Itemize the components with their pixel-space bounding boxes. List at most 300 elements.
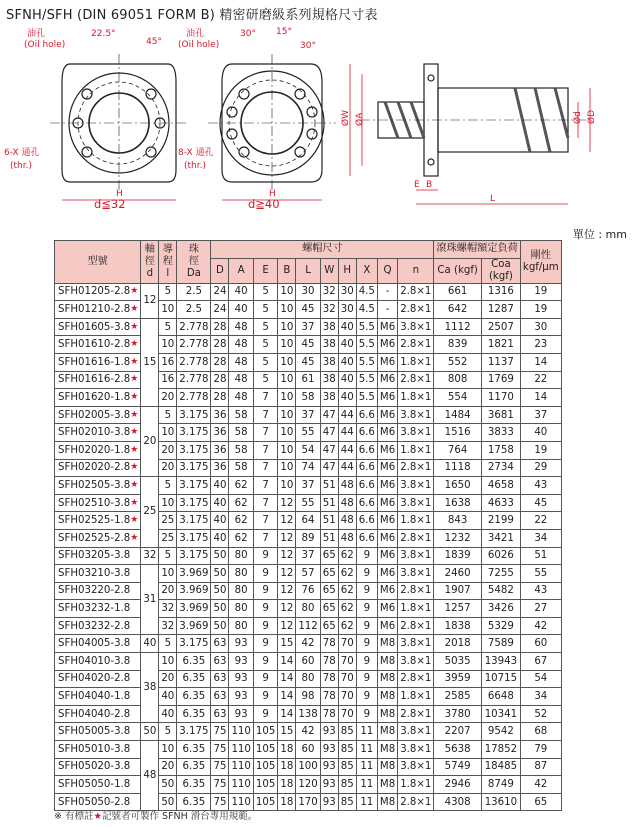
lead-cell: 5 [159, 547, 177, 565]
E-cell: 9 [253, 617, 277, 635]
header-col-B: B [278, 258, 296, 283]
W-cell: 93 [320, 741, 338, 759]
header-col-X: X [356, 258, 377, 283]
table-row [55, 301, 562, 319]
L-cell: 64 [296, 512, 320, 530]
da-cell: 2.778 [177, 353, 211, 371]
Q-cell: M6 [377, 565, 397, 583]
model-cell: SFH01210-2.8★ [55, 301, 141, 319]
D-cell: 75 [211, 741, 229, 759]
table-row [55, 635, 562, 653]
E-cell: 9 [253, 705, 277, 723]
W-cell: 65 [320, 600, 338, 618]
A-cell: 58 [229, 441, 253, 459]
H-cell: 44 [338, 441, 356, 459]
W-cell: 93 [320, 723, 338, 741]
D-cell: 75 [211, 758, 229, 776]
da-cell: 6.35 [177, 758, 211, 776]
table-row [55, 424, 562, 442]
ca-cell: 839 [434, 336, 481, 354]
da-cell: 3.969 [177, 617, 211, 635]
n-cell: 1.8×1 [398, 688, 434, 706]
D-cell: 63 [211, 653, 229, 671]
Q-cell: M6 [377, 512, 397, 530]
E-cell: 7 [253, 389, 277, 407]
W-cell: 65 [320, 547, 338, 565]
X-cell: 11 [356, 758, 377, 776]
ca-cell: 1838 [434, 617, 481, 635]
n-cell: 3.8×1 [398, 406, 434, 424]
lead-cell: 10 [159, 741, 177, 759]
E-cell: 7 [253, 459, 277, 477]
lead-cell: 5 [159, 635, 177, 653]
table-row [55, 600, 562, 618]
rig-cell: 67 [520, 653, 561, 671]
table-row [55, 741, 562, 759]
Q-cell: M6 [377, 336, 397, 354]
Q-cell: M8 [377, 723, 397, 741]
n-cell: 2.8×1 [398, 529, 434, 547]
D-cell: 36 [211, 406, 229, 424]
Q-cell: - [377, 283, 397, 301]
W-cell: 51 [320, 529, 338, 547]
table-row [55, 582, 562, 600]
B-cell: 14 [278, 705, 296, 723]
D-cell: 28 [211, 353, 229, 371]
B-cell: 15 [278, 635, 296, 653]
H-cell: 40 [338, 371, 356, 389]
A-cell: 110 [229, 723, 253, 741]
W-cell: 78 [320, 653, 338, 671]
model-cell: SFH05010-3.8 [55, 741, 141, 759]
X-cell: 9 [356, 582, 377, 600]
B-cell: 14 [278, 670, 296, 688]
l-dimension: L [490, 194, 496, 204]
n-cell: 3.8×1 [398, 565, 434, 583]
angle-label: 45° [146, 37, 162, 47]
H-cell: 48 [338, 512, 356, 530]
coa-cell: 5482 [481, 582, 520, 600]
table-header [55, 241, 562, 284]
lead-cell: 50 [159, 793, 177, 811]
star-icon: ★ [130, 427, 139, 438]
rig-cell: 45 [520, 494, 561, 512]
rig-cell: 51 [520, 547, 561, 565]
model-cell: SFH03220-2.8 [55, 582, 141, 600]
L-cell: 61 [296, 371, 320, 389]
n-cell: 3.8×1 [398, 635, 434, 653]
da-cell: 2.5 [177, 301, 211, 319]
technical-drawings [0, 22, 641, 212]
table-row [55, 459, 562, 477]
shaft-diameter-cell: 32 [141, 547, 159, 565]
coa-cell: 1821 [481, 336, 520, 354]
coa-cell: 10715 [481, 670, 520, 688]
E-cell: 9 [253, 688, 277, 706]
X-cell: 5.5 [356, 389, 377, 407]
ca-cell: 1650 [434, 477, 481, 495]
L-cell: 89 [296, 529, 320, 547]
H-cell: 62 [338, 600, 356, 618]
W-cell: 32 [320, 301, 338, 319]
L-cell: 45 [296, 353, 320, 371]
L-cell: 120 [296, 776, 320, 794]
n-cell: 2.8×1 [398, 582, 434, 600]
model-cell: SFH04005-3.8 [55, 635, 141, 653]
model-cell: SFH02010-3.8★ [55, 424, 141, 442]
H-cell: 40 [338, 318, 356, 336]
shaft-diameter-cell: 40 [141, 635, 159, 653]
n-cell: 2.8×1 [398, 705, 434, 723]
X-cell: 5.5 [356, 318, 377, 336]
table-row [55, 441, 562, 459]
B-cell: 10 [278, 353, 296, 371]
W-cell: 38 [320, 336, 338, 354]
X-cell: 6.6 [356, 441, 377, 459]
W-cell: 93 [320, 793, 338, 811]
H-cell: 40 [338, 336, 356, 354]
model-cell: SFH04010-3.8 [55, 653, 141, 671]
model-cell: SFH05005-3.8 [55, 723, 141, 741]
star-icon: ★ [130, 321, 139, 332]
L-cell: 37 [296, 406, 320, 424]
D-cell: 28 [211, 336, 229, 354]
rig-cell: 14 [520, 353, 561, 371]
table-row [55, 688, 562, 706]
lead-cell: 5 [159, 477, 177, 495]
B-cell: 10 [278, 336, 296, 354]
A-cell: 62 [229, 494, 253, 512]
B-cell: 10 [278, 477, 296, 495]
L-cell: 170 [296, 793, 320, 811]
shaft-diameter-cell: 20 [141, 406, 159, 476]
Q-cell: M6 [377, 494, 397, 512]
rig-cell: 68 [520, 723, 561, 741]
E-cell: 7 [253, 441, 277, 459]
ca-cell: 2018 [434, 635, 481, 653]
L-cell: 100 [296, 758, 320, 776]
da-cell: 6.35 [177, 741, 211, 759]
E-cell: 5 [253, 353, 277, 371]
D-cell: 36 [211, 441, 229, 459]
Q-cell: M6 [377, 529, 397, 547]
X-cell: 4.5 [356, 301, 377, 319]
Q-cell: M8 [377, 653, 397, 671]
ca-cell: 1232 [434, 529, 481, 547]
D-cell: 40 [211, 529, 229, 547]
lead-cell: 32 [159, 600, 177, 618]
lead-cell: 10 [159, 565, 177, 583]
header-col-E: E [253, 258, 277, 283]
coa-cell: 4633 [481, 494, 520, 512]
rig-cell: 52 [520, 705, 561, 723]
D-cell: 75 [211, 776, 229, 794]
coa-cell: 1758 [481, 441, 520, 459]
star-icon: ★ [130, 409, 139, 420]
D-cell: 50 [211, 582, 229, 600]
header-ball: 珠 徑 Da [177, 241, 211, 284]
ca-cell: 808 [434, 371, 481, 389]
L-cell: 54 [296, 441, 320, 459]
coa-cell: 18485 [481, 758, 520, 776]
da-cell: 2.5 [177, 283, 211, 301]
E-cell: 105 [253, 723, 277, 741]
H-cell: 70 [338, 653, 356, 671]
table-row [55, 512, 562, 530]
rig-cell: 22 [520, 512, 561, 530]
rig-cell: 54 [520, 670, 561, 688]
coa-cell: 13943 [481, 653, 520, 671]
rig-cell: 19 [520, 283, 561, 301]
H-cell: 40 [338, 389, 356, 407]
W-cell: 51 [320, 477, 338, 495]
n-cell: 2.8×1 [398, 617, 434, 635]
coa-cell: 1769 [481, 371, 520, 389]
da-cell: 2.778 [177, 389, 211, 407]
header-coa: Coa (kgf) [481, 258, 520, 283]
lead-cell: 5 [159, 318, 177, 336]
flange-drawing-6-hole [50, 54, 188, 200]
B-cell: 10 [278, 441, 296, 459]
D-cell: 24 [211, 283, 229, 301]
W-cell: 93 [320, 758, 338, 776]
ca-cell: 1257 [434, 600, 481, 618]
W-cell: 78 [320, 688, 338, 706]
header-col-W: W [320, 258, 338, 283]
da-cell: 6.35 [177, 705, 211, 723]
E-cell: 5 [253, 283, 277, 301]
h-dimension: H [269, 189, 276, 199]
shaft-diameter-cell: 31 [141, 565, 159, 635]
lead-cell: 25 [159, 529, 177, 547]
L-cell: 55 [296, 424, 320, 442]
holes-label: 6-X 通孔 [4, 148, 40, 158]
W-cell: 65 [320, 617, 338, 635]
header-nut-dims: 螺帽尺寸 [211, 241, 434, 259]
da-cell: 6.35 [177, 776, 211, 794]
table-row [55, 283, 562, 301]
H-cell: 40 [338, 353, 356, 371]
Q-cell: M6 [377, 477, 397, 495]
coa-cell: 2199 [481, 512, 520, 530]
star-icon: ★ [93, 811, 103, 822]
A-cell: 93 [229, 688, 253, 706]
table-row [55, 318, 562, 336]
h-dimension: H [116, 189, 123, 199]
da-cell: 3.175 [177, 477, 211, 495]
Q-cell: M8 [377, 776, 397, 794]
model-cell: SFH01605-3.8★ [55, 318, 141, 336]
coa-cell: 9542 [481, 723, 520, 741]
ca-cell: 2207 [434, 723, 481, 741]
n-cell: 3.8×1 [398, 758, 434, 776]
holes-sub: (thr.) [10, 161, 32, 171]
ca-cell: 1907 [434, 582, 481, 600]
oil-hole-sub: (Oil hole) [178, 40, 220, 50]
W-cell: 65 [320, 582, 338, 600]
B-cell: 12 [278, 529, 296, 547]
X-cell: 6.6 [356, 477, 377, 495]
D-cell: 40 [211, 494, 229, 512]
lead-cell: 10 [159, 301, 177, 319]
X-cell: 5.5 [356, 353, 377, 371]
da-cell: 3.969 [177, 600, 211, 618]
X-cell: 6.6 [356, 459, 377, 477]
rig-cell: 34 [520, 688, 561, 706]
H-cell: 48 [338, 477, 356, 495]
lead-cell: 40 [159, 688, 177, 706]
star-icon: ★ [130, 356, 139, 367]
lead-cell: 10 [159, 494, 177, 512]
w-dimension: ØW [341, 110, 351, 126]
lead-cell: 50 [159, 776, 177, 794]
A-cell: 40 [229, 283, 253, 301]
ca-cell: 1839 [434, 547, 481, 565]
E-cell: 7 [253, 512, 277, 530]
A-cell: 80 [229, 617, 253, 635]
oil-hole-sub: (Oil hole) [24, 40, 66, 50]
a-dimension: ØA [355, 112, 365, 126]
header-col-D: D [211, 258, 229, 283]
A-cell: 110 [229, 758, 253, 776]
lead-cell: 10 [159, 336, 177, 354]
coa-cell: 8749 [481, 776, 520, 794]
Q-cell: M6 [377, 600, 397, 618]
D-cell: 28 [211, 371, 229, 389]
lead-cell: 10 [159, 424, 177, 442]
L-cell: 58 [296, 389, 320, 407]
ca-cell: 1112 [434, 318, 481, 336]
D-cell: 36 [211, 424, 229, 442]
lead-cell: 32 [159, 617, 177, 635]
L-cell: 60 [296, 653, 320, 671]
B-cell: 18 [278, 776, 296, 794]
model-cell: SFH04040-1.8 [55, 688, 141, 706]
B-cell: 10 [278, 424, 296, 442]
X-cell: 6.6 [356, 529, 377, 547]
Q-cell: M6 [377, 459, 397, 477]
da-cell: 3.969 [177, 582, 211, 600]
H-cell: 85 [338, 758, 356, 776]
star-icon: ★ [130, 532, 139, 543]
B-cell: 12 [278, 565, 296, 583]
table-row [55, 758, 562, 776]
rig-cell: 29 [520, 459, 561, 477]
ca-cell: 5749 [434, 758, 481, 776]
header-load: 滾珠螺帽額定負荷 [434, 241, 521, 259]
model-cell: SFH01616-2.8★ [55, 371, 141, 389]
Q-cell: M8 [377, 688, 397, 706]
H-cell: 85 [338, 776, 356, 794]
e-dimension: E [414, 180, 420, 190]
coa-cell: 3421 [481, 529, 520, 547]
rig-cell: 30 [520, 318, 561, 336]
L-cell: 37 [296, 477, 320, 495]
L-cell: 138 [296, 705, 320, 723]
X-cell: 11 [356, 741, 377, 759]
n-cell: 1.8×1 [398, 776, 434, 794]
model-cell: SFH01616-1.8★ [55, 353, 141, 371]
shaft-diameter-cell: 50 [141, 723, 159, 741]
star-icon: ★ [130, 479, 139, 490]
coa-cell: 1170 [481, 389, 520, 407]
angle-label: 30° [300, 41, 316, 51]
E-cell: 9 [253, 653, 277, 671]
angle-label: 30° [240, 29, 256, 39]
Q-cell: M6 [377, 424, 397, 442]
n-cell: 2.8×1 [398, 670, 434, 688]
ca-cell: 2460 [434, 565, 481, 583]
angle-label: 15° [276, 27, 292, 37]
A-cell: 48 [229, 371, 253, 389]
coa-cell: 2507 [481, 318, 520, 336]
D-cell: 40 [211, 477, 229, 495]
n-cell: 3.8×1 [398, 723, 434, 741]
ca-cell: 2946 [434, 776, 481, 794]
E-cell: 9 [253, 670, 277, 688]
rig-cell: 43 [520, 582, 561, 600]
ca-cell: 3780 [434, 705, 481, 723]
da-cell: 6.35 [177, 670, 211, 688]
rig-cell: 14 [520, 389, 561, 407]
B-cell: 10 [278, 371, 296, 389]
model-cell: SFH05050-2.8 [55, 793, 141, 811]
X-cell: 9 [356, 600, 377, 618]
B-cell: 10 [278, 301, 296, 319]
coa-cell: 2734 [481, 459, 520, 477]
table-row [55, 406, 562, 424]
table-row [55, 477, 562, 495]
table-row [55, 389, 562, 407]
table-row [55, 371, 562, 389]
W-cell: 65 [320, 565, 338, 583]
E-cell: 5 [253, 336, 277, 354]
A-cell: 48 [229, 353, 253, 371]
H-cell: 70 [338, 688, 356, 706]
model-cell: SFH02005-3.8★ [55, 406, 141, 424]
X-cell: 4.5 [356, 283, 377, 301]
da-cell: 3.175 [177, 459, 211, 477]
E-cell: 9 [253, 565, 277, 583]
n-cell: 3.8×1 [398, 653, 434, 671]
n-cell: 1.8×1 [398, 353, 434, 371]
W-cell: 93 [320, 776, 338, 794]
ca-cell: 5638 [434, 741, 481, 759]
coa-cell: 13610 [481, 793, 520, 811]
footnote-text: 記號者可製作 SFNH 滑台專用規範。 [102, 811, 258, 822]
table-row [55, 529, 562, 547]
X-cell: 6.6 [356, 512, 377, 530]
ca-cell: 4308 [434, 793, 481, 811]
H-cell: 44 [338, 424, 356, 442]
Q-cell: M6 [377, 582, 397, 600]
L-cell: 30 [296, 283, 320, 301]
D-cell: 28 [211, 389, 229, 407]
E-cell: 9 [253, 600, 277, 618]
D-cell: 36 [211, 459, 229, 477]
table-row [55, 723, 562, 741]
X-cell: 6.6 [356, 406, 377, 424]
E-cell: 7 [253, 424, 277, 442]
holes-sub: (thr.) [184, 161, 206, 171]
model-cell: SFH05020-3.8 [55, 758, 141, 776]
A-cell: 48 [229, 336, 253, 354]
coa-cell: 3426 [481, 600, 520, 618]
footnote [54, 808, 257, 822]
H-cell: 30 [338, 283, 356, 301]
Q-cell: M6 [377, 547, 397, 565]
coa-cell: 5329 [481, 617, 520, 635]
